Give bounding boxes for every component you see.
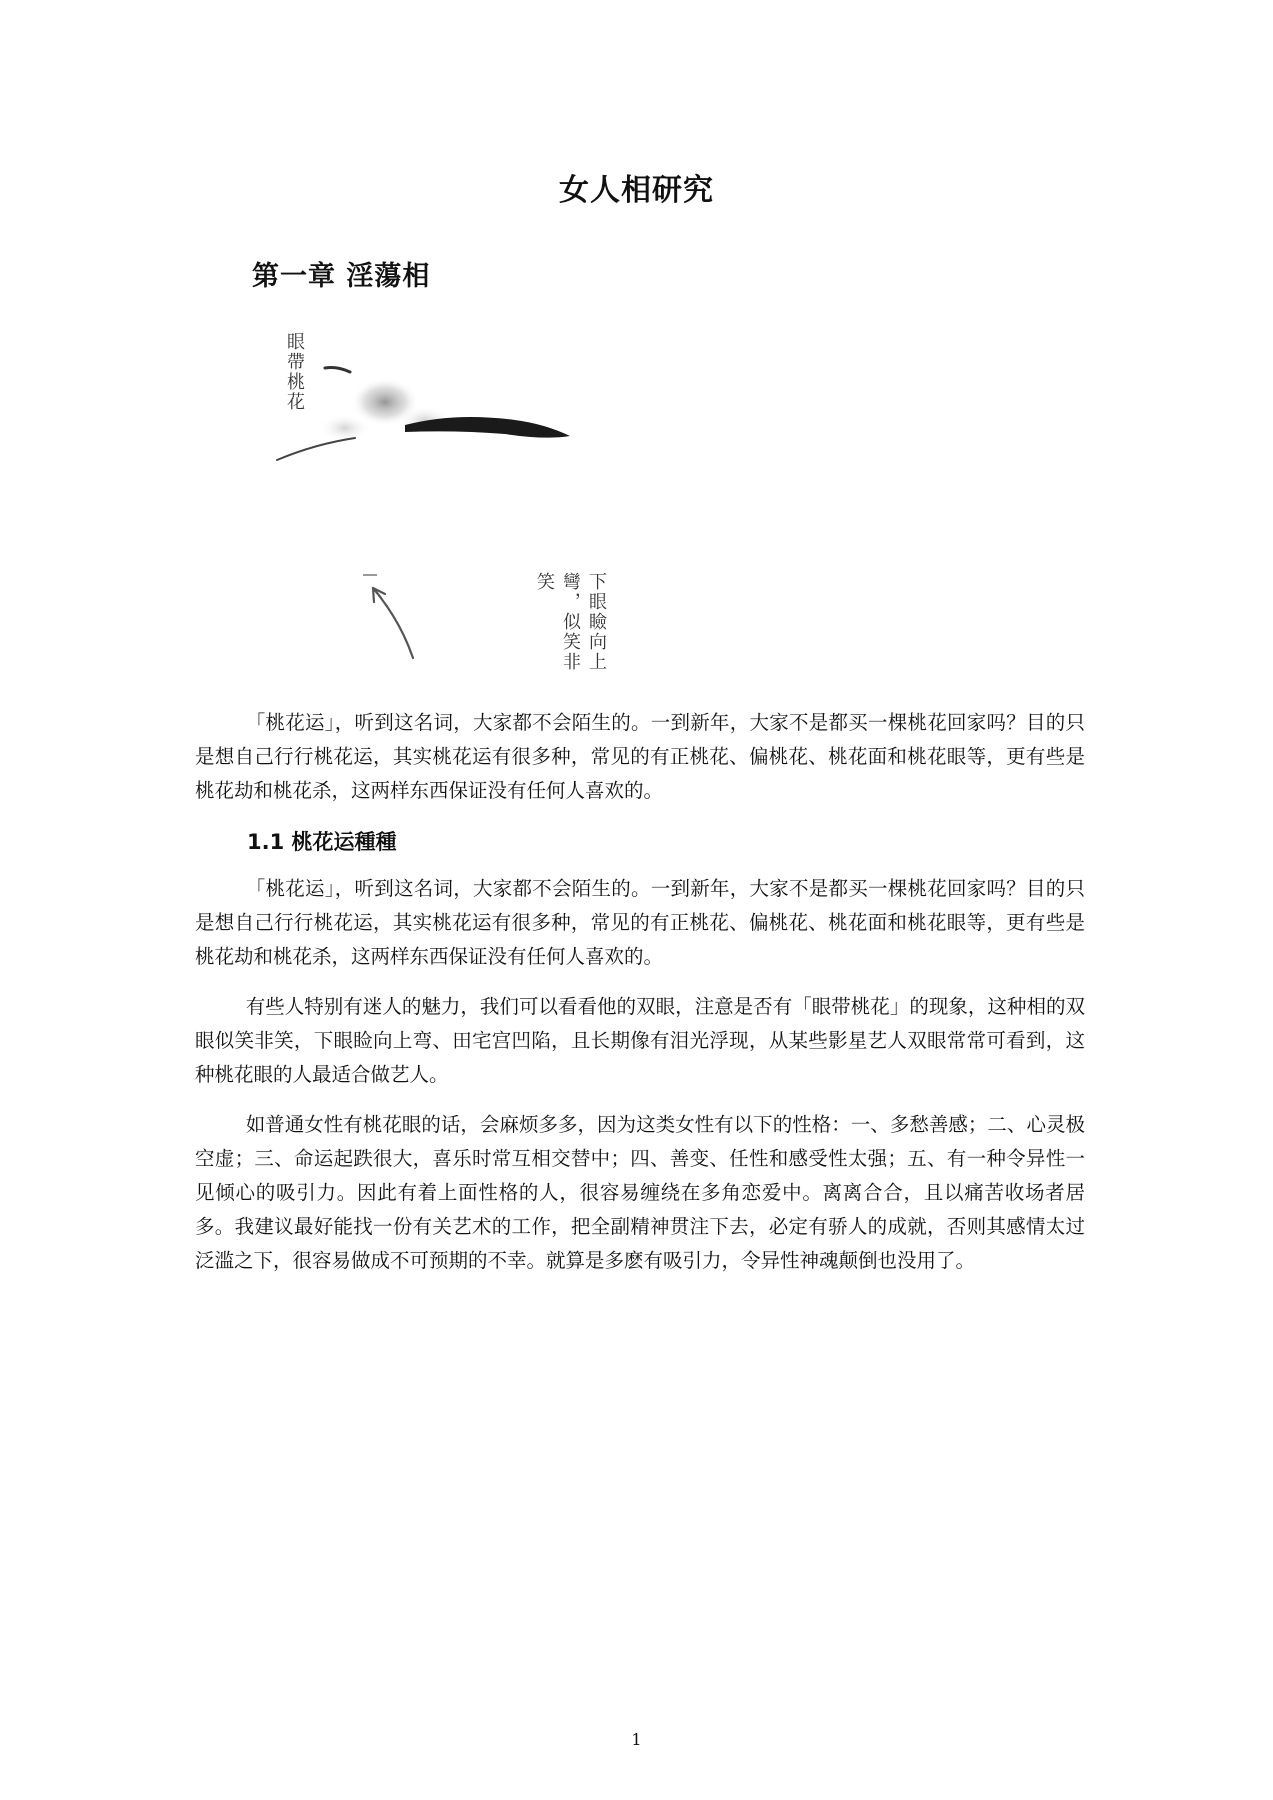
chapter-title: 第一章 淫蕩相	[252, 261, 431, 292]
figure-label-peach-blossom-eyes: 眼帶桃花	[284, 332, 305, 412]
section-paragraph-2: 有些人特别有迷人的魅力，我们可以看看他的双眼，注意是否有「眼带桃花」的现象，这种相的双眼似笑非笑，下眼睑向上弯、田宅宫凹陷，且长期像有泪光浮现，从某些影星艺人双眼常常可看到，这种桃花眼的人最适合做艺人。	[195, 995, 1085, 1086]
document-title: 女人相研究	[559, 173, 714, 208]
section-title: 1.1 桃花运種種	[247, 830, 397, 854]
page-number: 1	[631, 1730, 642, 1749]
section-paragraph-3: 如普通女性有桃花眼的话，会麻烦多多，因为这类女性有以下的性格：一、多愁善感；二、心灵极空虚；三、命运起跌很大，喜乐时常互相交替中；四、善变、任性和感受性太强；五、有一种令异性一见倾心的吸引力。因此有着上面性格的人，很容易缠绕在多角恋爱中。离离合合，且以痛苦收场者居多。我建议最好能找一份有关艺术的工作，把全副精神贯注下去，必定有骄人的成就，否则其感情太过泛滥之下，很容易做成不可预期的不幸。就算是多麽有吸引力，令异性神魂颠倒也没用了。	[195, 1113, 1085, 1272]
eye-illustration	[255, 320, 655, 680]
figure-label-lower-eyelid: 下眼瞼向上彎，似笑非笑	[534, 572, 607, 672]
section-paragraph-1: 「桃花运」，听到这名词，大家都不会陌生的。一到新年，大家不是都买一棵桃花回家吗？目的只是想自己行行桃花运，其实桃花运有很多种，常见的有正桃花、偏桃花、桃花面和桃花眼等，更有些是桃花劫和桃花杀，这两样东西保证没有任何人喜欢的。	[195, 877, 1085, 968]
intro-paragraph: 「桃花运」，听到这名词，大家都不会陌生的。一到新年，大家不是都买一棵桃花回家吗？目的只是想自己行行桃花运，其实桃花运有很多种，常见的有正桃花、偏桃花、桃花面和桃花眼等，更有些是桃花劫和桃花杀，这两样东西保证没有任何人喜欢的。	[195, 711, 1085, 802]
